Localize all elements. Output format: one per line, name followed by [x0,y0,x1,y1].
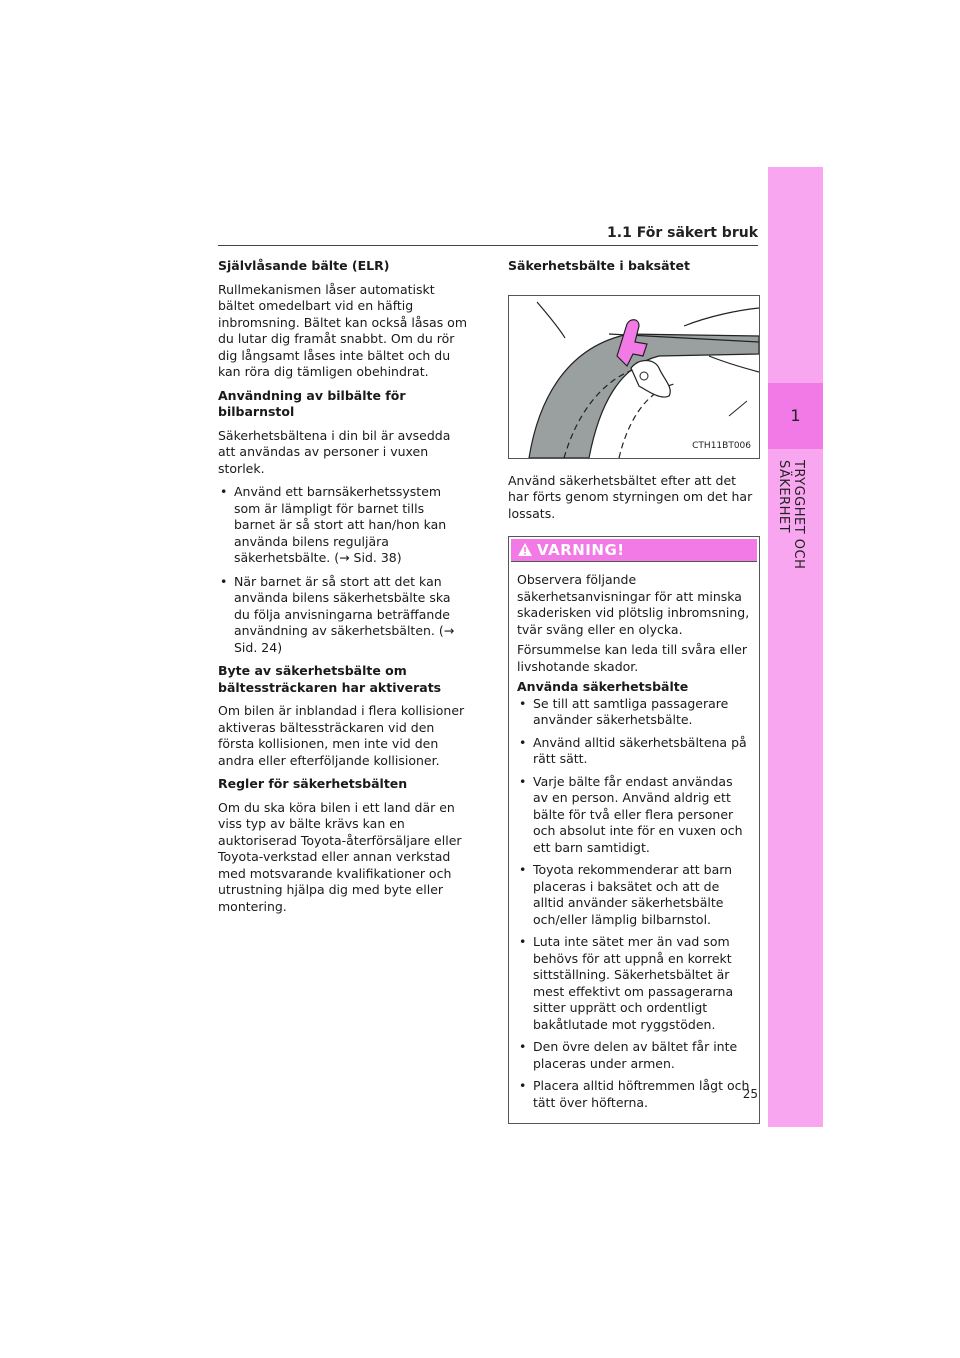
elr-heading: Självlåsande bälte (ELR) [218,258,390,273]
warning-bullet-6: • Den övre delen av bältet får inte placeras under armen. [517,1039,751,1072]
warning-bullet-7: • Placera alltid höftremmen lågt och tätt över höfterna. [517,1078,751,1111]
warning-bullet-1: • Se till att samtliga passagerare använder säkerhetsbälte. [517,696,751,729]
left-column [218,258,468,922]
warning-bullet-3: • Varje bälte får endast användas av en person. Använd aldrig ett bälte för två eller flera personer och absolut inte för en vuxen och ett barn samtidigt. [517,774,751,857]
rear-belt-illustration [508,295,760,459]
chapter-side-tab [768,167,823,1127]
elr-text: Rullmekanismen låser automatiskt bältet omedelbart vid en häftig inbromsning. Bältet kan också låsas om du lutar dig framåt snabbt. Om du rör dig långsamt låses inte bältet och du kan röra dig tämligen obehindrat. [218,281,467,379]
header-divider [218,245,758,246]
child-belt-heading: Användning av bilbälte för bilbarnstol [218,387,406,419]
child-belt-text: Säkerhetsbältena i din bil är avsedda att användas av personer i vuxen storlek. [218,427,451,476]
seatbelt-guide-drawing [509,296,759,458]
warning-box [508,536,760,1124]
belt-rules-heading: Regler för säkerhetsbälten [218,776,408,791]
section-title: 1.1 För säkert bruk [607,225,758,241]
seat-edge [709,356,759,372]
warning-triangle-icon [517,542,533,558]
replace-belt-heading: Byte av säkerhetsbälte om bältessträckaren har aktiverats [218,663,442,695]
bullet-text: När barnet är så stort att det kan använda bilens säkerhetsbälte ska du följa anvisningarna beträffande användning av säkerhetsbälten. ( [234,573,451,638]
warning-consequence: Försummelse kan leda till svåra eller livshotande skador. [517,642,748,674]
chapter-number-box [768,383,823,449]
page-reference-link[interactable]: → Sid. 24) [234,623,455,655]
rear-belt-text: Använd säkerhetsbältet efter att det har förts genom styrningen om det har lossats. [508,472,753,521]
warning-subheading: Använda säkerhetsbälte [517,679,689,694]
child-bullet-2 [218,574,468,657]
warning-header [511,539,757,562]
belt-rules-text: Om du ska köra bilen i ett land där en viss typ av bälte krävs kan en auktoriserad Toyota-återförsäljare eller Toyota-verkstad eller annan verkstad med motsvarande kvalifikationer och utrustning hjälpa dig med byte eller montering. [218,799,462,914]
warning-title: VARNING! [537,540,625,559]
warning-bullet-2: • Använd alltid säkerhetsbältena på rätt sätt. [517,735,751,768]
chapter-title-vertical: TRYGGHET OCH SÄKERHET [776,460,806,570]
right-column [508,258,760,1124]
roof-edge [684,308,759,326]
belt-guide-holder [631,360,670,397]
child-bullet-1 [218,484,468,567]
page-reference-link[interactable]: → Sid. 38) [339,550,402,565]
leader-line [729,401,747,416]
warning-intro: Observera följande säkerhetsanvisningar för att minska skaderisken vid plötslig inbromsning, tvär sväng eller en olycka. [517,572,750,637]
warning-body [509,564,759,1123]
replace-belt-text: Om bilen är inblandad i flera kollisioner aktiveras bältessträckaren vid den första kollisionen, men inte vid den andra eller efterföljande kollisioner. [218,703,465,768]
page-number: 25 [742,1087,758,1101]
headrest-edge [537,302,565,338]
warning-bullet-4: • Toyota rekommenderar att barn placeras i baksätet och att de alltid använder säkerhetsbälte och/eller lämplig bilbarnstol. [517,862,751,928]
bullet-text: Använd ett barnsäkerhetssystem som är lämpligt för barnet tills barnet är så stort att han/hon kan använda bilens reguljära säkerhetsbälte. ( [234,484,447,565]
figure-code: CTH11BT006 [692,441,751,451]
warning-bullet-5: • Luta inte sätet mer än vad som behövs för att uppnå en korrekt sittställning. Säkerhetsbältet är mest effektivt om passagerarna sitter upprätt och ordentligt bakåtlutade mot ryggstöden. [517,934,751,1033]
chapter-number: 1 [790,406,801,425]
rear-belt-heading: Säkerhetsbälte i baksätet [508,258,690,273]
